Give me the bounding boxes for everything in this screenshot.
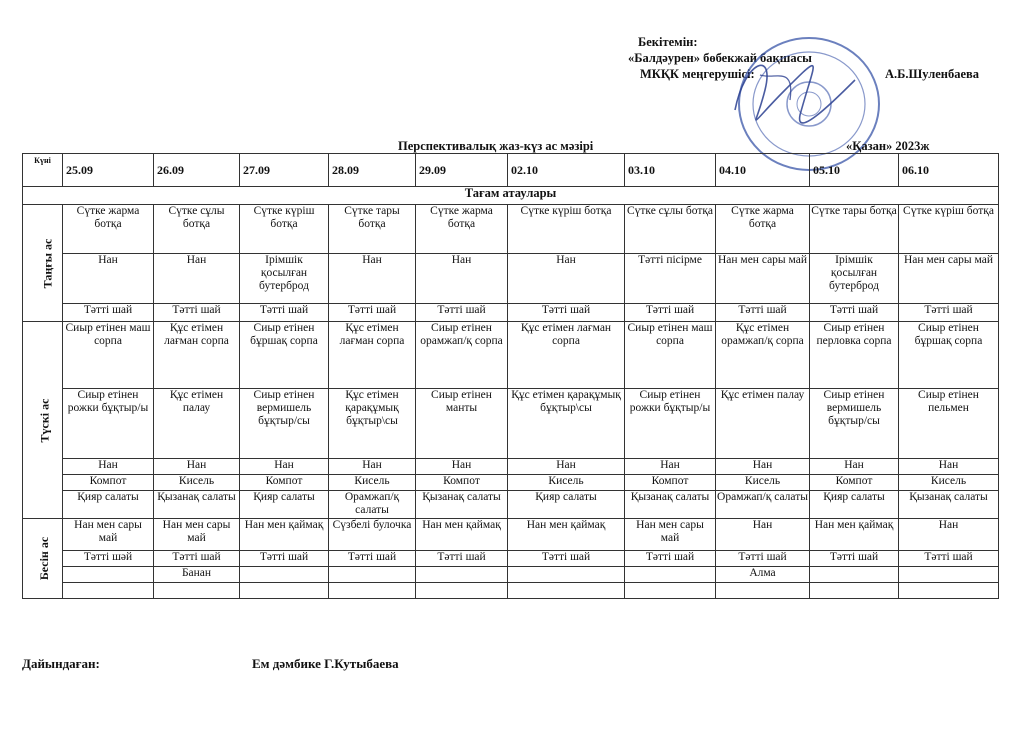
date-cell: 28.09 [329, 154, 416, 187]
menu-cell: Нан [508, 459, 625, 475]
menu-cell: Сүтке жарма ботқа [716, 205, 810, 254]
meal-label [23, 519, 63, 599]
menu-cell: Құс етімен қарақұмық бұқтыр\сы [329, 389, 416, 459]
menu-row [23, 459, 999, 475]
org-name: «Балдәурен» бөбекжай бақшасы [628, 51, 812, 65]
menu-cell: Нан мен қаймақ [810, 519, 899, 551]
menu-cell: Кисель [329, 475, 416, 491]
menu-cell: Құс етімен палау [154, 389, 240, 459]
menu-row [23, 567, 999, 583]
date-cell: 05.10 [810, 154, 899, 187]
menu-cell: Ірімшік қосылған бутерброд [810, 254, 899, 304]
menu-cell: Сиыр етінен маш сорпа [63, 322, 154, 389]
menu-row [23, 254, 999, 304]
prepared-by-label: Дайындаған: [22, 656, 100, 671]
menu-row [23, 583, 999, 599]
menu-cell [899, 567, 999, 583]
menu-cell: Тәтті шай [899, 551, 999, 567]
menu-cell [899, 583, 999, 599]
day-label: Күні [23, 154, 63, 187]
menu-cell: Құс етімен палау [716, 389, 810, 459]
menu-cell: Нан [154, 254, 240, 304]
menu-cell [154, 583, 240, 599]
menu-cell: Құс етімен лағман сорпа [154, 322, 240, 389]
menu-cell: Нан [416, 459, 508, 475]
menu-cell: Нан [329, 459, 416, 475]
menu-cell: Тәтті шай [625, 551, 716, 567]
menu-cell: Нан мен қаймақ [416, 519, 508, 551]
menu-cell: Кисель [508, 475, 625, 491]
date-cell: 02.10 [508, 154, 625, 187]
menu-cell: Тәтті шай [899, 304, 999, 322]
menu-cell: Нан [329, 254, 416, 304]
menu-cell: Сиыр етінен рожки бұқтыр/ы [625, 389, 716, 459]
menu-cell: Сиыр етінен бұршақ сорпа [240, 322, 329, 389]
menu-cell: Қызанақ салаты [154, 491, 240, 519]
menu-cell: Нан [625, 459, 716, 475]
menu-row [23, 322, 999, 389]
menu-cell [416, 567, 508, 583]
meal-name: Бесін ас [37, 536, 52, 581]
menu-cell: Тәтті шай [416, 304, 508, 322]
menu-cell: Сиыр етінен маш сорпа [625, 322, 716, 389]
menu-cell [810, 567, 899, 583]
menu-cell [240, 567, 329, 583]
menu-cell: Сиыр етінен пельмен [899, 389, 999, 459]
menu-cell: Банан [154, 567, 240, 583]
menu-cell: Нан [63, 254, 154, 304]
menu-cell: Компот [625, 475, 716, 491]
menu-row [23, 389, 999, 459]
menu-cell: Қияр салаты [810, 491, 899, 519]
menu-row [23, 475, 999, 491]
menu-cell [63, 567, 154, 583]
meal-name: Таңғы ас [40, 238, 55, 288]
meal-label [23, 322, 63, 519]
menu-cell: Сүзбелі булочка [329, 519, 416, 551]
menu-cell: Тәтті шай [154, 304, 240, 322]
menu-cell: Нан мен сары май [625, 519, 716, 551]
menu-row [23, 205, 999, 254]
menu-cell: Тәтті шай [329, 304, 416, 322]
menu-cell: Қияр салаты [63, 491, 154, 519]
menu-cell: Кисель [899, 475, 999, 491]
menu-cell: Құс етімен қарақұмық бұқтыр\сы [508, 389, 625, 459]
menu-cell: Тәтті шай [329, 551, 416, 567]
menu-cell: Сүтке күріш ботқа [508, 205, 625, 254]
menu-cell: Сүтке жарма ботқа [63, 205, 154, 254]
menu-cell: Компот [240, 475, 329, 491]
menu-cell: Нан [810, 459, 899, 475]
menu-cell: Ірімшік қосылған бутерброд [240, 254, 329, 304]
menu-row [23, 551, 999, 567]
menu-cell: Сиыр етінен вермишель бұқтыр/сы [240, 389, 329, 459]
menu-cell: Тәтті шай [810, 551, 899, 567]
menu-cell [329, 567, 416, 583]
menu-cell: Нан мен сары май [154, 519, 240, 551]
menu-cell [63, 583, 154, 599]
menu-cell: Нан [899, 519, 999, 551]
menu-month: «Қазан» 2023ж [846, 139, 930, 153]
menu-cell: Нан мен қаймақ [508, 519, 625, 551]
menu-cell: Нан [508, 254, 625, 304]
menu-cell: Нан [716, 519, 810, 551]
menu-row [23, 519, 999, 551]
menu-cell: Кисель [154, 475, 240, 491]
menu-cell [508, 567, 625, 583]
menu-cell: Тәтті шай [63, 304, 154, 322]
menu-cell: Компот [416, 475, 508, 491]
prepared-by-name: Ем дәмбике Г.Кутыбаева [252, 656, 399, 671]
menu-cell: Қияр салаты [508, 491, 625, 519]
head-title: МКҚК меңгерушісі: [640, 67, 755, 81]
menu-cell [810, 583, 899, 599]
menu-cell: Тәтті шай [508, 551, 625, 567]
menu-cell: Нан [240, 459, 329, 475]
menu-cell: Тәтті шай [716, 551, 810, 567]
menu-cell: Компот [810, 475, 899, 491]
approve-label: Бекітемін: [638, 35, 698, 49]
menu-cell: Тәтті шай [810, 304, 899, 322]
menu-cell [625, 583, 716, 599]
menu-cell: Сиыр етінен орамжап/қ сорпа [416, 322, 508, 389]
menu-cell: Орамжап/қ салаты [329, 491, 416, 519]
menu-cell: Орамжап/қ салаты [716, 491, 810, 519]
menu-cell: Сүтке жарма ботқа [416, 205, 508, 254]
menu-cell: Нан мен сары май [899, 254, 999, 304]
menu-cell: Сиыр етінен перловка сорпа [810, 322, 899, 389]
menu-cell: Компот [63, 475, 154, 491]
menu-cell: Сүтке күріш ботқа [899, 205, 999, 254]
date-header-row [23, 154, 999, 187]
date-cell: 26.09 [154, 154, 240, 187]
menu-cell: Нан мен қаймақ [240, 519, 329, 551]
menu-cell: Қызанақ салаты [625, 491, 716, 519]
menu-cell: Сиыр етінен бұршақ сорпа [899, 322, 999, 389]
menu-cell: Нан [154, 459, 240, 475]
menu-title: Перспективалық жаз-күз ас мәзірі [398, 139, 594, 153]
menu-cell: Қызанақ салаты [899, 491, 999, 519]
menu-cell: Сиыр етінен манты [416, 389, 508, 459]
menu-cell [625, 567, 716, 583]
date-cell: 25.09 [63, 154, 154, 187]
date-cell: 06.10 [899, 154, 999, 187]
menu-cell: Тәтті шай [508, 304, 625, 322]
menu-cell: Нан [899, 459, 999, 475]
meal-name: Түскі ас [37, 398, 52, 442]
menu-cell [416, 583, 508, 599]
menu-cell: Тәтті шай [154, 551, 240, 567]
menu-table [22, 153, 999, 599]
meal-label [23, 205, 63, 322]
menu-cell [240, 583, 329, 599]
date-cell: 03.10 [625, 154, 716, 187]
menu-cell: Сүтке тары ботқа [329, 205, 416, 254]
menu-cell [329, 583, 416, 599]
menu-cell: Сиыр етінен рожки бұқтыр/ы [63, 389, 154, 459]
menu-cell: Тәтті шай [240, 304, 329, 322]
menu-cell: Қияр салаты [240, 491, 329, 519]
menu-cell: Нан [716, 459, 810, 475]
menu-cell: Тәтті шәй [63, 551, 154, 567]
date-cell: 04.10 [716, 154, 810, 187]
menu-cell: Құс етімен орамжап/қ сорпа [716, 322, 810, 389]
menu-cell: Нан мен сары май [63, 519, 154, 551]
menu-cell: Тәтті шай [716, 304, 810, 322]
menu-cell: Нан [63, 459, 154, 475]
menu-cell: Сүтке тары ботқа [810, 205, 899, 254]
menu-cell: Қызанақ салаты [416, 491, 508, 519]
menu-cell: Кисель [716, 475, 810, 491]
menu-cell [508, 583, 625, 599]
menu-row [23, 491, 999, 519]
menu-cell: Құс етімен лағман сорпа [329, 322, 416, 389]
menu-cell: Сүтке күріш ботқа [240, 205, 329, 254]
signatory-name: А.Б.Шуленбаева [885, 67, 980, 81]
menu-row [23, 304, 999, 322]
menu-cell: Сүтке сұлы ботқа [625, 205, 716, 254]
menu-cell: Тәтті шай [416, 551, 508, 567]
date-cell: 29.09 [416, 154, 508, 187]
menu-cell: Тәтті шай [240, 551, 329, 567]
menu-cell: Тәтті шай [625, 304, 716, 322]
section-title: Тағам атаулары [23, 187, 999, 205]
menu-cell: Тәтті пісірме [625, 254, 716, 304]
menu-cell: Сүтке сұлы ботқа [154, 205, 240, 254]
menu-cell: Құс етімен лағман сорпа [508, 322, 625, 389]
menu-cell: Сиыр етінен вермишель бұқтыр/сы [810, 389, 899, 459]
menu-cell: Нан [416, 254, 508, 304]
menu-cell: Алма [716, 567, 810, 583]
menu-cell [716, 583, 810, 599]
date-cell: 27.09 [240, 154, 329, 187]
menu-cell: Нан мен сары май [716, 254, 810, 304]
